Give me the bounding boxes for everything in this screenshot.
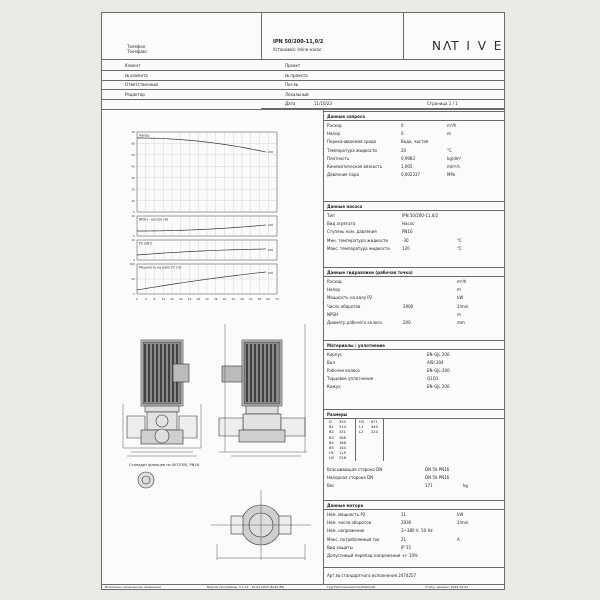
- pump-row-value: -30: [402, 237, 409, 243]
- info-label: Клиент: [125, 63, 141, 68]
- info-label: Ответственный: [125, 82, 158, 88]
- dimension-key: B4: [329, 440, 334, 445]
- fax-label: Телефакс: [127, 49, 148, 54]
- y-tick-label: 40: [131, 164, 135, 169]
- curve-panel-label: NPSH - насоса (м): [139, 217, 169, 222]
- npsh-curve: [137, 225, 266, 231]
- hydraulic-row-unit: m: [457, 287, 461, 293]
- dimension-value: 350: [339, 420, 346, 424]
- x-tick-label: 36: [213, 297, 218, 301]
- y-tick-label: 0: [133, 292, 135, 297]
- dimension-key: B5: [329, 446, 334, 450]
- curve-panel-label: Напор: [139, 133, 150, 138]
- y-tick-label: 10: [131, 198, 135, 203]
- info-label: Проект: [285, 63, 301, 68]
- request-row-unit: m³/h: [447, 123, 457, 128]
- motor-row-label: Ном. число оборотов: [327, 520, 371, 526]
- y-tick-label: 50: [131, 153, 135, 158]
- motor-title: Данные мотора: [327, 503, 364, 508]
- date-value: 11/10/23: [314, 101, 332, 106]
- request-row-label: Плотность: [327, 155, 350, 161]
- pump-dimension-drawing: [101, 320, 323, 582]
- info-label: № проекта: [285, 72, 308, 78]
- dimension-row-label: Напорная сторона DN: [327, 475, 374, 481]
- info-label: Поз.№: [285, 82, 299, 88]
- x-tick-label: 4: [144, 297, 147, 301]
- request-row-label: Расход: [327, 123, 342, 128]
- dimension-value: 671: [371, 420, 378, 424]
- x-tick-label: 44: [231, 297, 236, 301]
- dimension-key: L1: [359, 425, 364, 430]
- y-tick-label: 60: [131, 141, 135, 146]
- dimension-value: 220: [371, 430, 378, 435]
- motor-row-value: 21: [401, 536, 407, 542]
- x-tick-label: 12: [161, 297, 166, 301]
- pump-row-label: Ступень ном. давления: [327, 229, 377, 235]
- materials-row-value: EN-GJL-200: [427, 368, 450, 373]
- curve-end-label: 200: [267, 150, 274, 154]
- power-curve: [137, 249, 266, 255]
- dimension-value: 168: [339, 440, 346, 445]
- curve-panel-label: Мощность на валу P2 (%): [139, 265, 182, 270]
- y-tick-label: 0: [133, 210, 135, 215]
- y-tick-label: 0: [133, 258, 135, 263]
- request-row-unit: °C: [447, 147, 452, 153]
- curve-panel-label: P2 (кВт): [139, 241, 153, 246]
- hydraulic-row-unit: m: [457, 311, 461, 317]
- request-row-unit: MPa: [447, 172, 456, 178]
- motor-row-unit: kW: [457, 512, 464, 517]
- x-tick-label: 70: [275, 297, 279, 301]
- hydraulic-row-value: 2900: [403, 303, 414, 309]
- info-label: Редактор: [125, 91, 145, 97]
- pump-row-value: 120: [402, 245, 410, 251]
- pump-row-value: PN16: [402, 229, 413, 235]
- y-tick-label: 20: [131, 187, 135, 192]
- hydraulic-row-label: Напор: [327, 287, 341, 293]
- curve-end-label: 200: [267, 271, 274, 275]
- materials-row-value: Q1Q1: [427, 376, 439, 381]
- x-tick-label: 8: [153, 297, 156, 301]
- dimension-value: 251: [339, 430, 346, 435]
- motor-row-label: Ном. мощность P2: [327, 512, 366, 517]
- materials-row-label: Вал: [327, 360, 335, 365]
- pump-row-label: Тип: [327, 213, 335, 218]
- y-tick-label: 0: [133, 234, 135, 239]
- x-tick-label: 20: [178, 297, 183, 301]
- motor-row-label: Макс. потребляемый ток: [327, 536, 380, 542]
- dimension-key: H1: [329, 451, 334, 456]
- hydraulic-row-label: Расход: [327, 279, 342, 284]
- y-tick-label: 10: [131, 214, 135, 219]
- pump-row-unit: °C: [457, 245, 462, 251]
- y-tick-label: 30: [131, 175, 135, 180]
- pump-title: Данные насоса: [327, 204, 363, 209]
- request-row-value: 20: [401, 147, 407, 153]
- flange-note: Стандарт фланцев по ISO7005, PN16: [129, 463, 199, 467]
- request-row-value: Вода, чистая: [401, 139, 429, 145]
- footer-status: Статус данных: 2022-10-01: [425, 585, 469, 589]
- request-row-value: 1,005: [401, 164, 413, 169]
- motor-row-value: 2930: [401, 520, 412, 526]
- pump-row-label: Макс. температура жидкости: [327, 245, 390, 251]
- dimension-key: H2: [329, 456, 334, 461]
- x-tick-label: 0: [136, 297, 138, 301]
- request-row-unit: m: [447, 131, 451, 137]
- hydraulic-title: Данные гидравлики (рабочая точка): [327, 270, 413, 275]
- curve-end-label: 200: [267, 223, 274, 227]
- y-tick-label: 100: [129, 262, 135, 267]
- curve-end-label: 200: [267, 248, 274, 252]
- motor-row-label: Допустимый перепад напряжения +/- 10%: [327, 553, 418, 558]
- x-tick-label: 16: [170, 297, 174, 301]
- hydraulic-row-unit: m³/h: [457, 279, 467, 284]
- dimension-key: B2: [329, 430, 334, 435]
- y-tick-label: 10: [131, 238, 135, 243]
- request-row-label: Температура жидкости: [327, 147, 377, 153]
- shaft-power-curve: [137, 272, 266, 290]
- dimension-row-label: Всасывающая сторона DN: [327, 467, 383, 472]
- motor-row-label: Вид защиты: [327, 544, 353, 550]
- dimension-row-label: Вес: [327, 483, 335, 489]
- hydraulic-row-unit: 1/min: [457, 303, 469, 309]
- info-label: Локальный: [285, 91, 309, 97]
- dimension-row-unit: kg: [463, 483, 468, 489]
- hydraulic-row-label: Диаметр рабочего колеса: [327, 320, 382, 325]
- dimension-value: 314: [339, 425, 346, 430]
- materials-row-value: EN-GJL 200: [427, 352, 450, 357]
- materials-row-label: Торцевое уплотнение: [327, 376, 374, 381]
- phone-label: Телефон: [127, 44, 146, 49]
- info-label: № клиента: [125, 72, 148, 78]
- x-tick-label: 28: [196, 297, 201, 301]
- dimension-value: 144: [339, 446, 346, 450]
- page-number: Страница 1 / 1: [427, 101, 458, 106]
- request-row-value: 0,002337: [401, 172, 421, 178]
- dimension-value: 115: [339, 451, 346, 456]
- materials-row-value: AISI 304: [427, 360, 444, 365]
- footer-group: Группа/пользователь/Рабочий: [327, 585, 376, 589]
- hydraulic-row-label: NPSH: [327, 311, 338, 317]
- dimension-value: 440: [371, 425, 378, 430]
- dimension-key: B1: [329, 425, 334, 430]
- x-tick-label: 24: [187, 297, 192, 301]
- hydraulic-row-unit: mm: [457, 320, 465, 325]
- request-row-unit: kg/dm³: [447, 155, 462, 161]
- motor-row-unit: 1/min: [457, 520, 469, 526]
- head-curve: [137, 138, 266, 152]
- datasheet: [101, 12, 505, 590]
- info-label: Дата: [285, 101, 296, 107]
- dimension-key: D: [329, 420, 332, 424]
- motor-row-value: 3~380 V, 50 Hz: [401, 528, 433, 534]
- footer-disclaimer: Возможны технические изменения: [105, 585, 161, 589]
- pump-row-label: Вид агрегата: [327, 221, 356, 227]
- dimension-key: L2: [359, 430, 364, 435]
- brand-logo: NΛT I V E: [432, 39, 504, 53]
- request-row-label: Кинематическая вязкость: [327, 164, 383, 169]
- x-tick-label: 52: [248, 297, 253, 301]
- request-row-label: Давление пара: [327, 172, 359, 178]
- hydraulic-row-label: Число оборотов: [327, 303, 361, 309]
- dimensions-title: Размеры: [327, 412, 348, 417]
- x-tick-label: 32: [205, 297, 209, 301]
- x-tick-label: 48: [240, 297, 244, 301]
- y-tick-label: 70: [131, 130, 135, 135]
- x-tick-label: 40: [222, 297, 227, 301]
- dimension-value: 258: [339, 456, 346, 461]
- motor-row-unit: A: [457, 536, 460, 542]
- dimension-row-value: DN 50 PN16: [425, 475, 450, 481]
- request-row-label: Перекачиваемая среда: [327, 139, 377, 145]
- y-tick-label: 50: [131, 277, 135, 282]
- dimension-row-value: 171: [425, 483, 433, 489]
- pump-row-value: IPN 50/200-11,0/2: [402, 213, 439, 218]
- pump-row-unit: °C: [457, 237, 462, 243]
- performance-curves: [101, 110, 323, 316]
- materials-row-label: Кожух: [327, 384, 341, 389]
- dimension-row-value: DN 50 PN16: [425, 467, 450, 472]
- motor-row-value: 11: [401, 512, 407, 517]
- pump-row-value: Насос: [402, 221, 415, 227]
- dimension-value: 168: [339, 435, 346, 440]
- footer-version: Версия программы: 1.1.12 · 10.01.2023 (Build 88): [207, 585, 285, 589]
- materials-row-label: Рабочее колесо: [327, 368, 360, 373]
- install-type: Установка: Inline-насос: [273, 47, 322, 52]
- hydraulic-row-value: 200: [403, 320, 411, 325]
- motor-row-value: IP 55: [401, 544, 411, 550]
- pump-row-label: Мин. температура жидкости: [327, 237, 389, 243]
- request-row-unit: mm²/s: [447, 164, 460, 169]
- request-row-value: 0: [401, 131, 404, 137]
- dimension-key: B3: [329, 435, 334, 440]
- materials-title: Материалы / уплотнение: [327, 343, 385, 348]
- request-title: Данные запроса: [327, 114, 365, 119]
- hydraulic-row-unit: kW: [457, 295, 464, 301]
- x-tick-label: 56: [257, 297, 262, 301]
- hydraulic-row-label: Мощность на валу P2: [327, 295, 373, 301]
- x-tick-label: 60: [266, 297, 271, 301]
- request-row-label: Напор: [327, 131, 341, 137]
- materials-row-label: Корпус: [327, 352, 343, 357]
- dimension-key: H3: [359, 420, 364, 424]
- model-title: IPN 50/200-11,0/2: [273, 39, 324, 45]
- request-row-value: 0: [401, 123, 404, 128]
- materials-row-value: EN-GJL 200: [427, 384, 450, 389]
- motor-row-label: Ном. напряжение: [327, 528, 365, 534]
- article-number: Арт.№ стандартного исполнения 2474257: [327, 573, 417, 578]
- request-row-value: 0,9983: [401, 155, 415, 161]
